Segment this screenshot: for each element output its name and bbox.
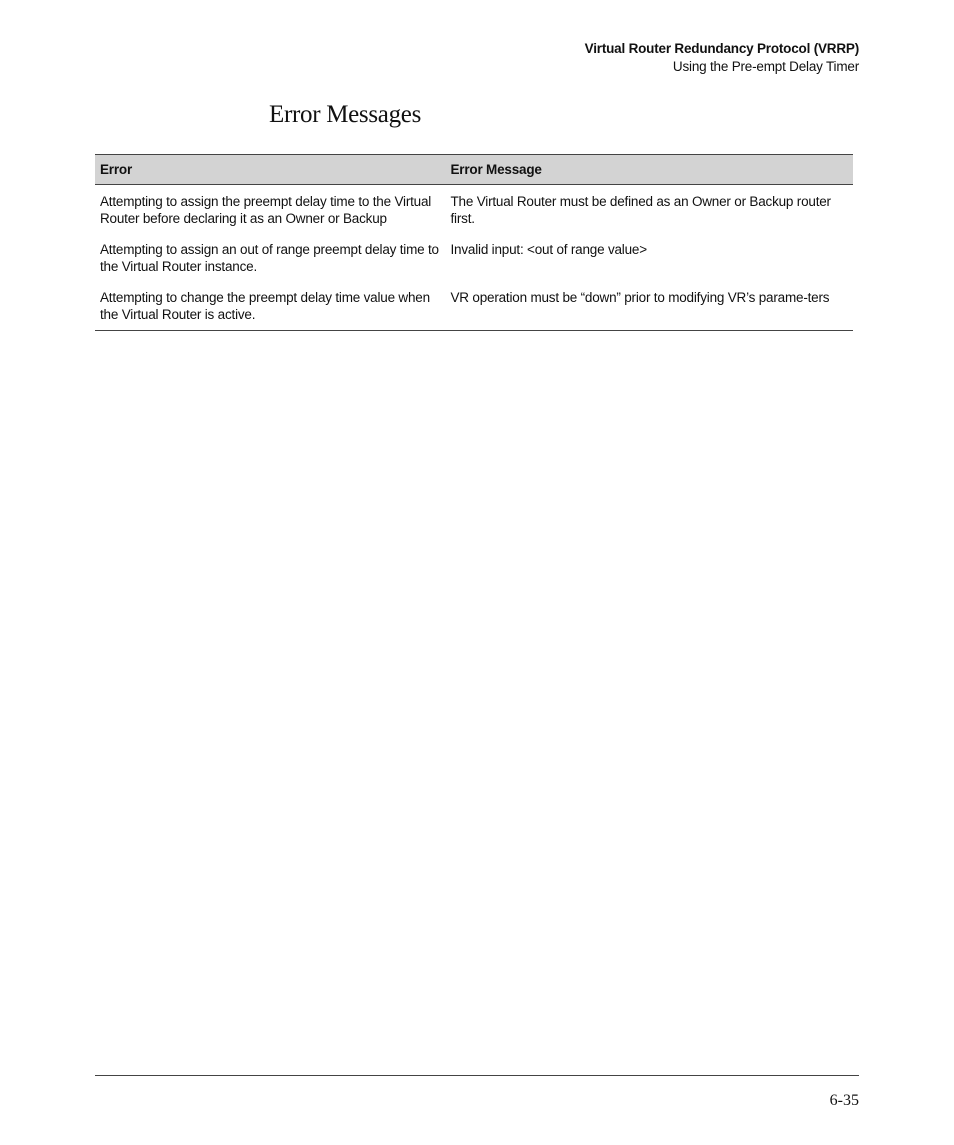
column-header-error-message: Error Message: [446, 155, 854, 185]
chapter-title: Virtual Router Redundancy Protocol (VRRP): [584, 41, 859, 56]
table-header-row: [95, 155, 853, 185]
error-message-cell: Invalid input: <out of range value>: [450, 242, 647, 257]
footer-divider: [95, 1075, 859, 1076]
page-title: Error Messages: [269, 101, 422, 128]
column-header-error: Error: [95, 155, 446, 185]
page-number: 6-35: [829, 1092, 859, 1109]
table-row: [95, 281, 853, 331]
error-message-cell: VR operation must be “down” prior to modifying VR’s parame-ters: [446, 281, 854, 331]
error-messages-table: [95, 154, 853, 331]
error-cell: Attempting to assign the preempt delay time to the Virtual Router before declaring it as an Owner or Backup: [100, 194, 432, 226]
running-header: [585, 40, 859, 76]
table-row: [95, 233, 853, 281]
table-row: [95, 185, 853, 234]
error-cell: Attempting to assign an out of range preempt delay time to the Virtual Router instance.: [100, 242, 439, 274]
error-cell: Attempting to change the preempt delay time value when the Virtual Router is active.: [95, 281, 446, 331]
section-subtitle: Using the Pre-empt Delay Timer: [672, 59, 859, 74]
error-message-cell: The Virtual Router must be defined as an Owner or Backup router first.: [450, 194, 831, 226]
